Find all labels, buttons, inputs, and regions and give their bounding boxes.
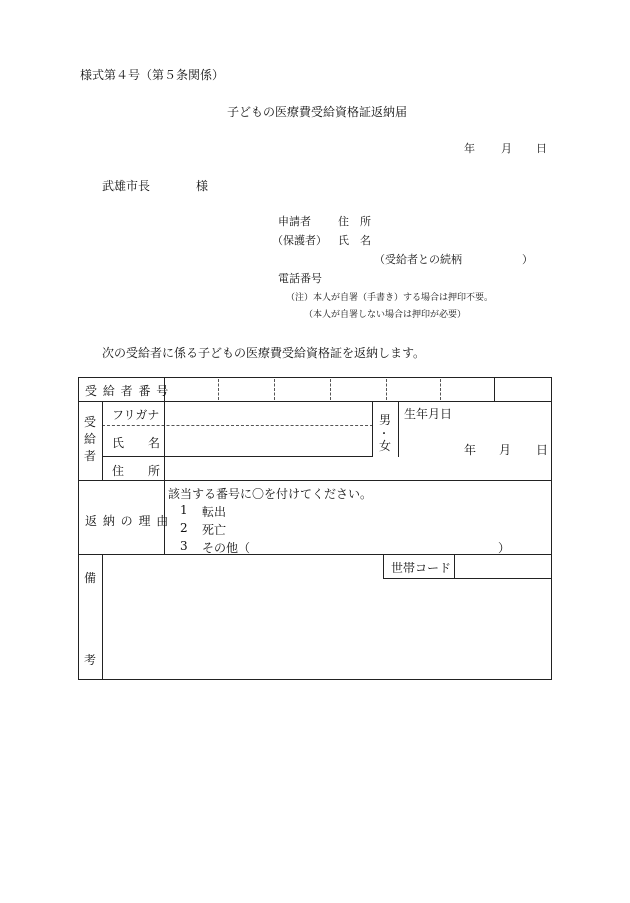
date-year-label: 年 [464, 142, 475, 155]
household-code-label: 世帯コード [391, 561, 452, 575]
form-number: 様式第４号（第５条関係） [80, 68, 225, 82]
seal-note-1: （注）本人が自署（手書き）する場合は押印不要。 [286, 293, 494, 303]
date-month-label: 月 [501, 142, 512, 155]
reason-number: 3 [180, 539, 188, 553]
honorific-label: 様 [196, 179, 209, 193]
reason-text: 転出 [202, 505, 227, 519]
sex-selector[interactable] [373, 402, 398, 456]
date-day-label: 日 [536, 142, 547, 155]
applicant-role-label: 申請者 [278, 215, 311, 228]
reason-option-2[interactable] [180, 521, 380, 538]
furigana-field[interactable] [165, 402, 372, 425]
household-code-field[interactable] [455, 555, 551, 578]
recipient-number-field[interactable] [165, 378, 551, 401]
recipient-address-label: 住 所 [112, 464, 161, 478]
relation-label: （受給者との続柄 [374, 253, 462, 266]
phone-label: 電話番号 [278, 272, 322, 285]
reason-label: 返 納 の 理 由 [85, 514, 170, 528]
birthdate-label: 生年月日 [404, 407, 453, 421]
mayor-label: 武雄市長 [102, 179, 151, 193]
reason-text: 死亡 [202, 523, 227, 537]
sex-male-label: 男 [379, 413, 392, 427]
relation-close: ） [522, 253, 533, 266]
reason-close-paren: ） [498, 541, 511, 555]
seal-note-2: （本人が自署しない場合は押印が必要） [304, 310, 467, 320]
applicant-address-label: 住 所 [338, 215, 371, 228]
recipient-side-label: 受 給 者 [83, 415, 96, 463]
remarks-label-bottom: 考 [84, 653, 97, 667]
recipient-number-label: 受 給 者 番 号 [85, 384, 170, 398]
reason-instruction: 該当する番号に〇を付けてください。 [168, 487, 373, 501]
reason-number: 2 [180, 521, 188, 535]
remarks-label-top: 備 [84, 571, 97, 585]
recipient-name-field[interactable] [165, 426, 372, 456]
sex-female-label: 女 [379, 439, 392, 453]
guardian-label: （保護者） [272, 234, 327, 247]
sex-separator: ・ [379, 429, 389, 440]
return-statement: 次の受給者に係る子どもの医療費受給資格証を返納します。 [102, 346, 426, 360]
birth-year-label: 年 [464, 443, 477, 457]
remarks-field[interactable] [103, 579, 551, 679]
birth-day-label: 日 [536, 443, 549, 457]
birth-month-label: 月 [499, 443, 512, 457]
document-title: 子どもの医療費受給資格証返納届 [227, 105, 408, 119]
furigana-label: フリガナ [112, 408, 160, 422]
return-form-table [78, 377, 552, 680]
reason-text: その他（ [202, 541, 251, 555]
reason-option-1[interactable] [180, 503, 380, 520]
recipient-address-field[interactable] [165, 457, 551, 480]
recipient-name-label: 氏 名 [112, 436, 161, 450]
applicant-name-label: 氏 名 [338, 234, 371, 247]
reason-number: 1 [180, 503, 188, 517]
reason-option-3[interactable] [180, 539, 510, 554]
